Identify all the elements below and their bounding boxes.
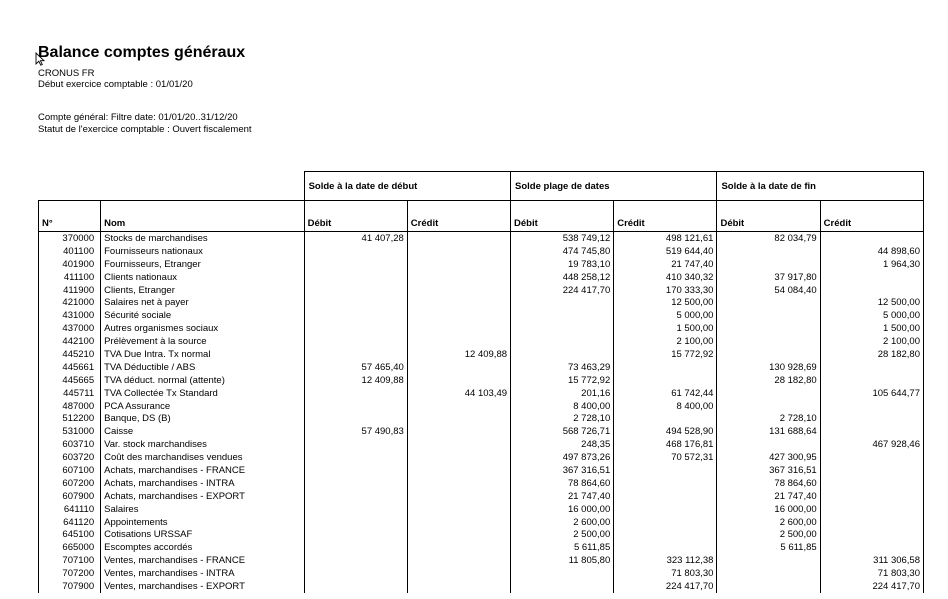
- col-opening-debit: Débit: [304, 201, 407, 232]
- cell-period-credit: [614, 477, 717, 490]
- cell-period-credit: 224 417,70: [614, 580, 717, 593]
- cell-account-number: 645100: [39, 528, 101, 541]
- cell-account-name: PCA Assurance: [101, 400, 304, 413]
- cell-closing-credit: 105 644,77: [820, 387, 923, 400]
- cell-opening-credit: [407, 477, 510, 490]
- cell-account-name: Salaires net à payer: [101, 296, 304, 309]
- cell-period-debit: 11 805,80: [511, 554, 614, 567]
- cell-account-number: 607900: [39, 490, 101, 503]
- cell-closing-debit: [717, 387, 820, 400]
- cell-period-debit: 497 873,26: [511, 451, 614, 464]
- cell-period-debit: [511, 335, 614, 348]
- cell-closing-credit: [820, 541, 923, 554]
- cell-account-number: 445711: [39, 387, 101, 400]
- cell-closing-credit: [820, 374, 923, 387]
- cell-opening-credit: 12 409,88: [407, 348, 510, 361]
- cell-account-number: 707100: [39, 554, 101, 567]
- cell-account-name: Achats, marchandises - FRANCE: [101, 464, 304, 477]
- cell-closing-credit: [820, 464, 923, 477]
- cell-account-name: Fournisseurs nationaux: [101, 245, 304, 258]
- cell-closing-debit: [717, 438, 820, 451]
- table-row: [39, 361, 924, 374]
- cell-opening-debit: [304, 438, 407, 451]
- cell-closing-debit: 367 316,51: [717, 464, 820, 477]
- cell-closing-credit: 12 500,00: [820, 296, 923, 309]
- cell-closing-credit: [820, 451, 923, 464]
- cell-closing-debit: [717, 554, 820, 567]
- cell-account-name: TVA Collectée Tx Standard: [101, 387, 304, 400]
- col-period-credit: Crédit: [614, 201, 717, 232]
- cell-period-debit: 78 864,60: [511, 477, 614, 490]
- cell-opening-credit: [407, 374, 510, 387]
- table-row: [39, 464, 924, 477]
- cell-closing-debit: 82 034,79: [717, 232, 820, 245]
- cell-opening-credit: [407, 516, 510, 529]
- cell-account-number: 641120: [39, 516, 101, 529]
- table-row: [39, 387, 924, 400]
- cell-opening-debit: [304, 516, 407, 529]
- cell-closing-credit: [820, 503, 923, 516]
- cell-closing-credit: [820, 528, 923, 541]
- cell-opening-credit: [407, 438, 510, 451]
- table-row: [39, 258, 924, 271]
- cell-opening-credit: [407, 284, 510, 297]
- cell-period-debit: 15 772,92: [511, 374, 614, 387]
- cell-period-credit: 519 644,40: [614, 245, 717, 258]
- cell-opening-debit: 12 409,88: [304, 374, 407, 387]
- trial-balance-table: [38, 171, 924, 593]
- cell-account-name: Clients, Etranger: [101, 284, 304, 297]
- cell-period-credit: 71 803,30: [614, 567, 717, 580]
- cell-opening-debit: 57 465,40: [304, 361, 407, 374]
- report-title: Balance comptes généraux: [38, 44, 246, 61]
- cell-closing-credit: [820, 477, 923, 490]
- cell-opening-debit: [304, 245, 407, 258]
- col-account-number: N°: [39, 201, 101, 232]
- cell-account-number: 607200: [39, 477, 101, 490]
- cell-period-debit: 8 400,00: [511, 400, 614, 413]
- cell-period-credit: 494 528,90: [614, 425, 717, 438]
- cell-closing-debit: 2 728,10: [717, 412, 820, 425]
- cell-opening-credit: [407, 361, 510, 374]
- table-row: [39, 580, 924, 593]
- cell-closing-credit: [820, 412, 923, 425]
- cell-opening-debit: [304, 335, 407, 348]
- cell-account-name: Fournisseurs, Etranger: [101, 258, 304, 271]
- cell-closing-debit: [717, 348, 820, 361]
- cell-opening-credit: [407, 335, 510, 348]
- cell-opening-credit: [407, 245, 510, 258]
- table-row: [39, 322, 924, 335]
- cell-period-credit: 61 742,44: [614, 387, 717, 400]
- cell-opening-credit: [407, 296, 510, 309]
- company-name: CRONUS FR: [38, 68, 95, 79]
- group-opening-balance: Solde à la date de début: [304, 172, 510, 201]
- cell-closing-debit: 16 000,00: [717, 503, 820, 516]
- cell-closing-credit: [820, 232, 923, 245]
- col-closing-credit: Crédit: [820, 201, 923, 232]
- cell-closing-debit: [717, 335, 820, 348]
- cell-period-debit: 16 000,00: [511, 503, 614, 516]
- cell-period-credit: 323 112,38: [614, 554, 717, 567]
- cell-account-name: Appointements: [101, 516, 304, 529]
- cell-period-credit: [614, 464, 717, 477]
- cell-period-debit: 248,35: [511, 438, 614, 451]
- cell-account-name: Achats, marchandises - EXPORT: [101, 490, 304, 503]
- table-row: [39, 296, 924, 309]
- cell-opening-debit: [304, 490, 407, 503]
- cell-opening-debit: [304, 348, 407, 361]
- table-row: [39, 567, 924, 580]
- cell-opening-credit: [407, 232, 510, 245]
- cell-opening-credit: [407, 490, 510, 503]
- cell-period-debit: 5 611,85: [511, 541, 614, 554]
- cell-opening-credit: [407, 503, 510, 516]
- cell-account-number: 437000: [39, 322, 101, 335]
- cell-opening-credit: [407, 567, 510, 580]
- cell-opening-debit: [304, 567, 407, 580]
- cell-period-credit: 21 747,40: [614, 258, 717, 271]
- table-row: [39, 541, 924, 554]
- cell-closing-debit: 131 688,64: [717, 425, 820, 438]
- cell-period-credit: [614, 528, 717, 541]
- group-closing-balance: Solde à la date de fin: [717, 172, 924, 201]
- cell-account-number: 665000: [39, 541, 101, 554]
- cell-opening-credit: [407, 258, 510, 271]
- cell-account-number: 607100: [39, 464, 101, 477]
- cell-period-credit: [614, 541, 717, 554]
- table-row: [39, 271, 924, 284]
- cell-opening-debit: [304, 580, 407, 593]
- table-row: [39, 438, 924, 451]
- cell-closing-credit: [820, 490, 923, 503]
- cell-opening-credit: [407, 412, 510, 425]
- cell-closing-credit: 1 964,30: [820, 258, 923, 271]
- col-closing-debit: Débit: [717, 201, 820, 232]
- cell-account-name: Caisse: [101, 425, 304, 438]
- cell-closing-credit: 311 306,58: [820, 554, 923, 567]
- cell-opening-debit: [304, 554, 407, 567]
- cell-opening-credit: [407, 425, 510, 438]
- cell-closing-debit: [717, 296, 820, 309]
- cell-opening-credit: [407, 309, 510, 322]
- cell-account-name: TVA Due Intra. Tx normal: [101, 348, 304, 361]
- cell-period-debit: [511, 580, 614, 593]
- cell-closing-debit: 37 917,80: [717, 271, 820, 284]
- cell-period-credit: 468 176,81: [614, 438, 717, 451]
- cell-account-number: 411900: [39, 284, 101, 297]
- cell-closing-credit: [820, 284, 923, 297]
- header-spacer: [39, 172, 305, 201]
- cell-opening-debit: [304, 451, 407, 464]
- cell-account-number: 445665: [39, 374, 101, 387]
- col-account-name: Nom: [101, 201, 304, 232]
- cell-closing-credit: 224 417,70: [820, 580, 923, 593]
- cell-account-name: Coût des marchandises vendues: [101, 451, 304, 464]
- cell-account-number: 603720: [39, 451, 101, 464]
- cell-period-debit: [511, 348, 614, 361]
- cell-account-number: 401100: [39, 245, 101, 258]
- cell-period-credit: 1 500,00: [614, 322, 717, 335]
- cell-period-debit: [511, 567, 614, 580]
- cell-opening-debit: [304, 528, 407, 541]
- cell-account-name: Clients nationaux: [101, 271, 304, 284]
- cell-period-credit: 8 400,00: [614, 400, 717, 413]
- cell-period-debit: 73 463,29: [511, 361, 614, 374]
- cell-account-name: Achats, marchandises - INTRA: [101, 477, 304, 490]
- cell-account-number: 431000: [39, 309, 101, 322]
- cell-account-name: Prélèvement à la source: [101, 335, 304, 348]
- cell-opening-credit: [407, 541, 510, 554]
- cell-closing-debit: [717, 309, 820, 322]
- cell-closing-debit: 5 611,85: [717, 541, 820, 554]
- cell-opening-debit: [304, 284, 407, 297]
- col-period-debit: Débit: [511, 201, 614, 232]
- cell-account-name: Ventes, marchandises - EXPORT: [101, 580, 304, 593]
- cell-period-credit: [614, 490, 717, 503]
- cell-account-number: 707900: [39, 580, 101, 593]
- cell-opening-debit: [304, 477, 407, 490]
- cell-closing-credit: 2 100,00: [820, 335, 923, 348]
- cell-closing-debit: [717, 322, 820, 335]
- cell-period-credit: 170 333,30: [614, 284, 717, 297]
- cell-closing-credit: [820, 361, 923, 374]
- cell-account-number: 641110: [39, 503, 101, 516]
- cell-period-debit: 2 600,00: [511, 516, 614, 529]
- cell-account-number: 401900: [39, 258, 101, 271]
- table-row: [39, 425, 924, 438]
- cell-period-debit: 21 747,40: [511, 490, 614, 503]
- cell-closing-credit: 5 000,00: [820, 309, 923, 322]
- cell-opening-credit: [407, 400, 510, 413]
- cell-period-debit: 2 500,00: [511, 528, 614, 541]
- date-filter: Compte général: Filtre date: 01/01/20..31/12/20: [38, 112, 238, 123]
- table-row: [39, 309, 924, 322]
- table-row: [39, 245, 924, 258]
- cell-period-debit: 538 749,12: [511, 232, 614, 245]
- cell-opening-debit: [304, 322, 407, 335]
- cell-account-number: 445661: [39, 361, 101, 374]
- cell-account-name: Ventes, marchandises - INTRA: [101, 567, 304, 580]
- table-row: [39, 412, 924, 425]
- cell-opening-debit: [304, 271, 407, 284]
- cell-period-debit: [511, 309, 614, 322]
- cell-period-debit: 448 258,12: [511, 271, 614, 284]
- cell-opening-debit: [304, 258, 407, 271]
- cell-opening-debit: [304, 503, 407, 516]
- cell-account-name: TVA Déductible / ABS: [101, 361, 304, 374]
- cell-opening-debit: [304, 296, 407, 309]
- cell-account-name: Salaires: [101, 503, 304, 516]
- table-row: [39, 400, 924, 413]
- cell-account-number: 411100: [39, 271, 101, 284]
- cell-account-number: 442100: [39, 335, 101, 348]
- cell-closing-credit: 467 928,46: [820, 438, 923, 451]
- cell-opening-debit: [304, 400, 407, 413]
- cell-period-credit: 2 100,00: [614, 335, 717, 348]
- cell-opening-debit: 57 490,83: [304, 425, 407, 438]
- cell-period-credit: [614, 503, 717, 516]
- table-row: [39, 451, 924, 464]
- cell-closing-debit: [717, 258, 820, 271]
- cell-period-credit: [614, 516, 717, 529]
- table-row: [39, 503, 924, 516]
- cell-account-number: 487000: [39, 400, 101, 413]
- cell-period-debit: 474 745,80: [511, 245, 614, 258]
- cell-account-name: Escomptes accordés: [101, 541, 304, 554]
- cell-period-debit: 568 726,71: [511, 425, 614, 438]
- cell-period-credit: 5 000,00: [614, 309, 717, 322]
- cell-opening-debit: [304, 412, 407, 425]
- cell-opening-credit: [407, 322, 510, 335]
- cell-account-name: Ventes, marchandises - FRANCE: [101, 554, 304, 567]
- fiscal-year-status: Statut de l'exercice comptable : Ouvert fiscalement: [38, 124, 252, 135]
- cell-account-number: 370000: [39, 232, 101, 245]
- cell-closing-credit: 71 803,30: [820, 567, 923, 580]
- cell-period-debit: 2 728,10: [511, 412, 614, 425]
- cell-opening-debit: [304, 541, 407, 554]
- cell-account-name: Var. stock marchandises: [101, 438, 304, 451]
- cell-period-credit: 498 121,61: [614, 232, 717, 245]
- cell-closing-debit: 28 182,80: [717, 374, 820, 387]
- table-row: [39, 477, 924, 490]
- cell-opening-debit: 41 407,28: [304, 232, 407, 245]
- cell-account-number: 445210: [39, 348, 101, 361]
- cell-opening-credit: [407, 554, 510, 567]
- cell-period-debit: [511, 296, 614, 309]
- cell-period-debit: 224 417,70: [511, 284, 614, 297]
- cell-account-number: 512200: [39, 412, 101, 425]
- cell-period-credit: 15 772,92: [614, 348, 717, 361]
- cell-account-name: Cotisations URSSAF: [101, 528, 304, 541]
- cell-closing-debit: [717, 245, 820, 258]
- table-row: [39, 516, 924, 529]
- cell-closing-credit: 44 898,60: [820, 245, 923, 258]
- table-row: [39, 348, 924, 361]
- cell-closing-credit: [820, 425, 923, 438]
- cell-period-credit: [614, 374, 717, 387]
- cell-account-name: Sécurité sociale: [101, 309, 304, 322]
- cell-opening-credit: [407, 528, 510, 541]
- cell-closing-debit: 130 928,69: [717, 361, 820, 374]
- cell-closing-debit: 2 600,00: [717, 516, 820, 529]
- table-body: [39, 232, 924, 593]
- cell-opening-debit: [304, 387, 407, 400]
- group-period-balance: Solde plage de dates: [511, 172, 717, 201]
- cell-opening-debit: [304, 309, 407, 322]
- cell-account-name: Stocks de marchandises: [101, 232, 304, 245]
- cell-account-number: 421000: [39, 296, 101, 309]
- cell-period-debit: 367 316,51: [511, 464, 614, 477]
- cell-opening-credit: [407, 464, 510, 477]
- col-opening-credit: Crédit: [407, 201, 510, 232]
- table-row: [39, 528, 924, 541]
- table-row: [39, 232, 924, 245]
- cell-opening-debit: [304, 464, 407, 477]
- table-row: [39, 374, 924, 387]
- cell-closing-credit: [820, 516, 923, 529]
- cell-opening-credit: [407, 451, 510, 464]
- cell-account-number: 603710: [39, 438, 101, 451]
- cell-closing-credit: 28 182,80: [820, 348, 923, 361]
- table-row: [39, 335, 924, 348]
- cell-period-credit: [614, 412, 717, 425]
- fiscal-year-start: Début exercice comptable : 01/01/20: [38, 79, 193, 90]
- cell-closing-debit: [717, 567, 820, 580]
- cell-account-name: Autres organismes sociaux: [101, 322, 304, 335]
- cell-closing-debit: [717, 580, 820, 593]
- cell-closing-debit: 2 500,00: [717, 528, 820, 541]
- cell-period-debit: 19 783,10: [511, 258, 614, 271]
- cell-account-name: Banque, DS (B): [101, 412, 304, 425]
- cell-closing-debit: 427 300,95: [717, 451, 820, 464]
- cell-opening-credit: [407, 580, 510, 593]
- cell-account-name: TVA déduct. normal (attente): [101, 374, 304, 387]
- cell-opening-credit: 44 103,49: [407, 387, 510, 400]
- cell-closing-debit: 21 747,40: [717, 490, 820, 503]
- cell-period-credit: 410 340,32: [614, 271, 717, 284]
- table-row: [39, 554, 924, 567]
- table-row: [39, 490, 924, 503]
- cell-closing-credit: 1 500,00: [820, 322, 923, 335]
- cell-closing-debit: 78 864,60: [717, 477, 820, 490]
- cell-period-credit: 70 572,31: [614, 451, 717, 464]
- cell-period-credit: 12 500,00: [614, 296, 717, 309]
- cell-closing-debit: [717, 400, 820, 413]
- cell-period-debit: [511, 322, 614, 335]
- cell-account-number: 531000: [39, 425, 101, 438]
- cell-closing-debit: 54 084,40: [717, 284, 820, 297]
- cell-account-number: 707200: [39, 567, 101, 580]
- cell-period-debit: 201,16: [511, 387, 614, 400]
- cell-closing-credit: [820, 271, 923, 284]
- cell-period-credit: [614, 361, 717, 374]
- table-row: [39, 284, 924, 297]
- cell-opening-credit: [407, 271, 510, 284]
- cell-closing-credit: [820, 400, 923, 413]
